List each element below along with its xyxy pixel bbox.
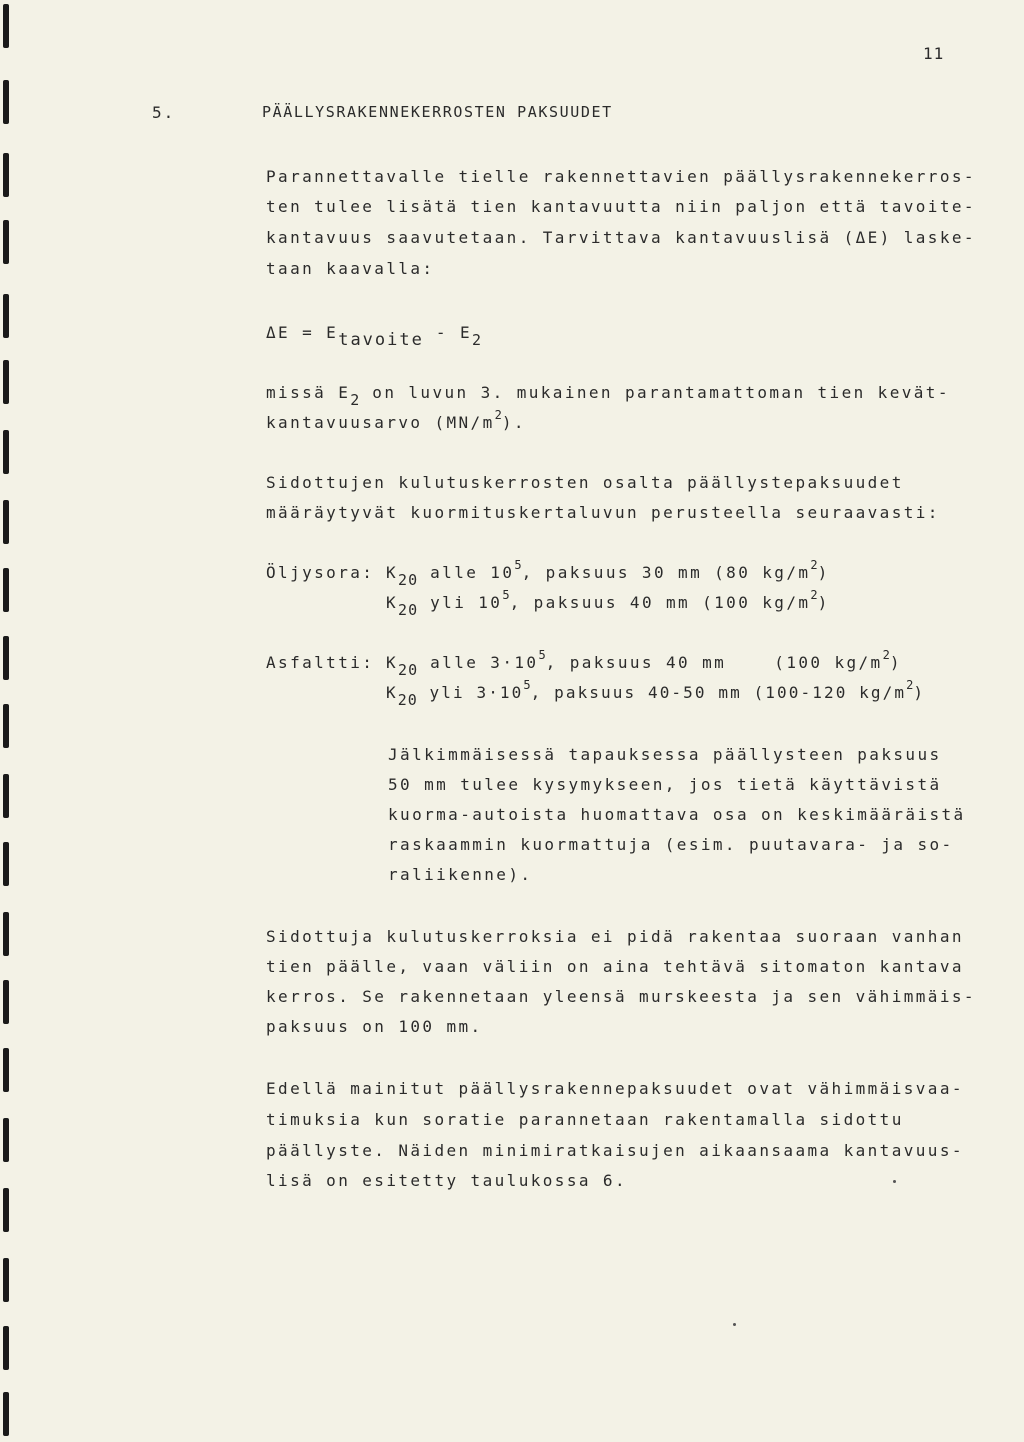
k-subscript: 20	[398, 661, 419, 679]
page-number: 11	[923, 44, 945, 63]
exponent: 5	[514, 558, 522, 572]
intro-line: Parannettavalle tielle rakennettavien päällysrakennekerros-	[266, 167, 976, 186]
unit-superscript: 2	[810, 588, 818, 602]
exponent: 5	[502, 588, 510, 602]
k-symbol: K	[386, 593, 399, 612]
binder-hole	[3, 430, 9, 474]
scan-speck	[733, 1323, 736, 1326]
where-text: missä E	[266, 383, 351, 402]
intro-line: taan kaavalla:	[266, 259, 435, 278]
binder-hole	[3, 1392, 9, 1436]
binder-hole	[3, 568, 9, 612]
load-condition: yli 3·10	[417, 683, 524, 702]
formula-subscript-2: 2	[472, 331, 483, 349]
paragraph-line: lisä on esitetty taulukossa 6.	[266, 1171, 627, 1190]
binder-hole	[3, 774, 9, 818]
asfaltti-label: Asfaltti:	[266, 653, 375, 672]
binder-hole	[3, 220, 9, 264]
binder-hole	[3, 980, 9, 1024]
where-subscript: 2	[350, 391, 361, 409]
formula-lhs: ΔE = E	[266, 323, 339, 342]
load-condition: yli 10	[418, 593, 503, 612]
binder-hole	[3, 704, 9, 748]
oljysora-label: Öljysora:	[266, 563, 375, 582]
formula-subscript-tavoite: tavoite	[338, 330, 424, 350]
k-subscript: 20	[397, 691, 418, 709]
where-text: on luvun 3. mukainen parantamattoman tien kevät-	[360, 383, 950, 402]
binder-hole	[3, 1188, 9, 1232]
unit-superscript: 2	[882, 648, 890, 662]
where-line	[266, 378, 950, 408]
binder-hole-strip	[0, 0, 14, 1442]
close-paren: )	[817, 563, 830, 582]
intro-line: kantavuus saavutetaan. Tarvittava kantavuuslisä (ΔE) laske-	[266, 228, 976, 247]
note-line: raliikenne).	[388, 865, 533, 884]
where-line	[266, 408, 526, 439]
thickness-text: , paksuus 40 mm (100 kg/m	[545, 653, 883, 672]
binder-hole	[3, 1326, 9, 1370]
exponent: 5	[523, 678, 531, 692]
k-symbol: K	[386, 653, 399, 672]
section-number: 5.	[152, 103, 176, 122]
binder-line: Sidottujen kulutuskerrosten osalta päällystepaksuudet	[266, 473, 904, 492]
binder-hole	[3, 153, 9, 197]
thickness-text: , paksuus 40 mm (100 kg/m	[509, 593, 811, 612]
paragraph-line: kerros. Se rakennetaan yleensä murskeesta ja sen vähimmäis-	[266, 987, 976, 1006]
k-symbol: K	[386, 563, 399, 582]
thickness-text: , paksuus 30 mm (80 kg/m	[521, 563, 811, 582]
exponent: 5	[538, 648, 546, 662]
k-subscript: 20	[398, 571, 419, 589]
binder-hole	[3, 1118, 9, 1162]
oljysora-row	[386, 558, 830, 589]
binder-hole	[3, 360, 9, 404]
paragraph-line: timuksia kun soratie parannetaan rakentamalla sidottu	[266, 1110, 904, 1129]
binder-hole	[3, 500, 9, 544]
binder-hole	[3, 912, 9, 956]
binder-hole	[3, 1258, 9, 1302]
asfaltti-row	[386, 678, 925, 709]
asfaltti-row	[386, 648, 902, 679]
binder-hole	[3, 4, 9, 48]
where-text: ).	[501, 413, 526, 432]
note-line: kuorma-autoista huomattava osa on keskimääräistä	[388, 805, 966, 824]
paragraph-line: tien päälle, vaan väliin on aina tehtävä sitomaton kantava	[266, 957, 964, 976]
note-line: raskaammin kuormattuja (esim. puutavara- ja so-	[388, 835, 954, 854]
close-paren: )	[913, 683, 926, 702]
intro-line: ten tulee lisätä tien kantavuutta niin paljon että tavoite-	[266, 197, 976, 216]
paragraph-line: Edellä mainitut päällysrakennepaksuudet ovat vähimmäisvaa-	[266, 1079, 964, 1098]
binder-line: määräytyvät kuormituskertaluvun perusteella seuraavasti:	[266, 503, 940, 522]
unit-superscript: 2	[810, 558, 818, 572]
k-subscript: 20	[398, 601, 419, 619]
binder-hole	[3, 294, 9, 338]
close-paren: )	[889, 653, 902, 672]
load-condition: alle 10	[418, 563, 515, 582]
load-condition: alle 3·10	[418, 653, 539, 672]
note-line: Jälkimmäisessä tapauksessa päällysteen paksuus	[388, 745, 942, 764]
delta-e-formula	[266, 318, 482, 348]
where-superscript: 2	[494, 408, 502, 422]
where-text: kantavuusarvo (MN/m	[266, 413, 495, 432]
section-title: PÄÄLLYSRAKENNEKERROSTEN PAKSUUDET	[262, 103, 613, 121]
scan-speck	[893, 1180, 896, 1183]
paragraph-line: paksuus on 100 mm.	[266, 1017, 483, 1036]
binder-hole	[3, 1048, 9, 1092]
formula-minus: - E	[423, 323, 472, 342]
note-line: 50 mm tulee kysymykseen, jos tietä käyttävistä	[388, 775, 942, 794]
binder-hole	[3, 842, 9, 886]
binder-hole	[3, 80, 9, 124]
oljysora-row	[386, 588, 830, 619]
unit-superscript: 2	[906, 678, 914, 692]
k-symbol: K	[386, 683, 398, 702]
paragraph-line: päällyste. Näiden minimiratkaisujen aikaansaama kantavuus-	[266, 1141, 964, 1160]
close-paren: )	[817, 593, 830, 612]
binder-hole	[3, 636, 9, 680]
paragraph-line: Sidottuja kulutuskerroksia ei pidä rakentaa suoraan vanhan	[266, 927, 964, 946]
thickness-text: , paksuus 40-50 mm (100-120 kg/m	[530, 683, 907, 702]
